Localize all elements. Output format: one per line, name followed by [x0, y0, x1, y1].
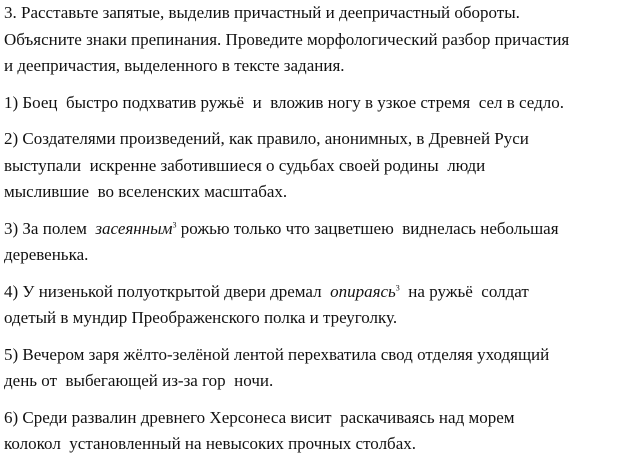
sentence-text: 4) У низенькой полуоткрытой двери дремал: [4, 281, 331, 301]
sentence-text: 3) За полем: [4, 218, 96, 238]
sentence-line: 5) Вечером заря жёлто-зелёной лентой перехватила свод отделяя уходящий: [4, 344, 550, 364]
sentence-line: колокол установленный на невысоких прочных столбах.: [4, 434, 417, 453]
task-instructions-line: Объясните знаки препинания. Проведите морфологический разбор причастия: [4, 29, 570, 49]
sentence-line: выступали искренне заботившиеся о судьбах своей родины люди: [4, 155, 486, 175]
sentence-line: 1) Боец быстро подхватив ружьё и вложив ногу в узкое стремя сел в седло.: [4, 92, 564, 112]
task-document: [4, 0, 634, 458]
task-instructions-line: и деепричастия, выделенного в тексте задания.: [4, 56, 345, 75]
sentence-line: [4, 279, 634, 306]
sentence-1: [4, 90, 634, 117]
task-instructions-line: 3. Расставьте запятые, выделив причастный и деепричастный обороты.: [4, 3, 520, 22]
sentence-line: мыслившие во вселенских масштабах.: [4, 182, 288, 201]
sentence-line: день от выбегающей из-за гор ночи.: [4, 371, 274, 390]
sentence-line: [4, 216, 634, 243]
sentence-line: деревенька.: [4, 245, 89, 264]
sentence-text: на ружьё солдат: [399, 281, 529, 301]
sentence-line: 6) Среди развалин древнего Херсонеса висит раскачиваясь над морем: [4, 407, 515, 427]
sentence-2: [4, 126, 634, 206]
sentence-5: [4, 342, 634, 395]
sentence-text: рожью только что зацветшею виднелась небольшая: [176, 218, 559, 238]
highlighted-word: засеянным: [95, 218, 173, 238]
sentence-3: [4, 216, 634, 269]
sentence-4: [4, 279, 634, 332]
parse-marker: 3: [172, 219, 177, 229]
parse-marker: 3: [395, 282, 400, 292]
task-instructions: [4, 0, 634, 80]
sentence-line: 2) Создателями произведений, как правило, анонимных, в Древней Руси: [4, 129, 529, 148]
sentence-line: одетый в мундир Преображенского полка и треуголку.: [4, 308, 398, 327]
highlighted-word: опираясь: [330, 281, 396, 301]
sentence-6: [4, 405, 634, 458]
